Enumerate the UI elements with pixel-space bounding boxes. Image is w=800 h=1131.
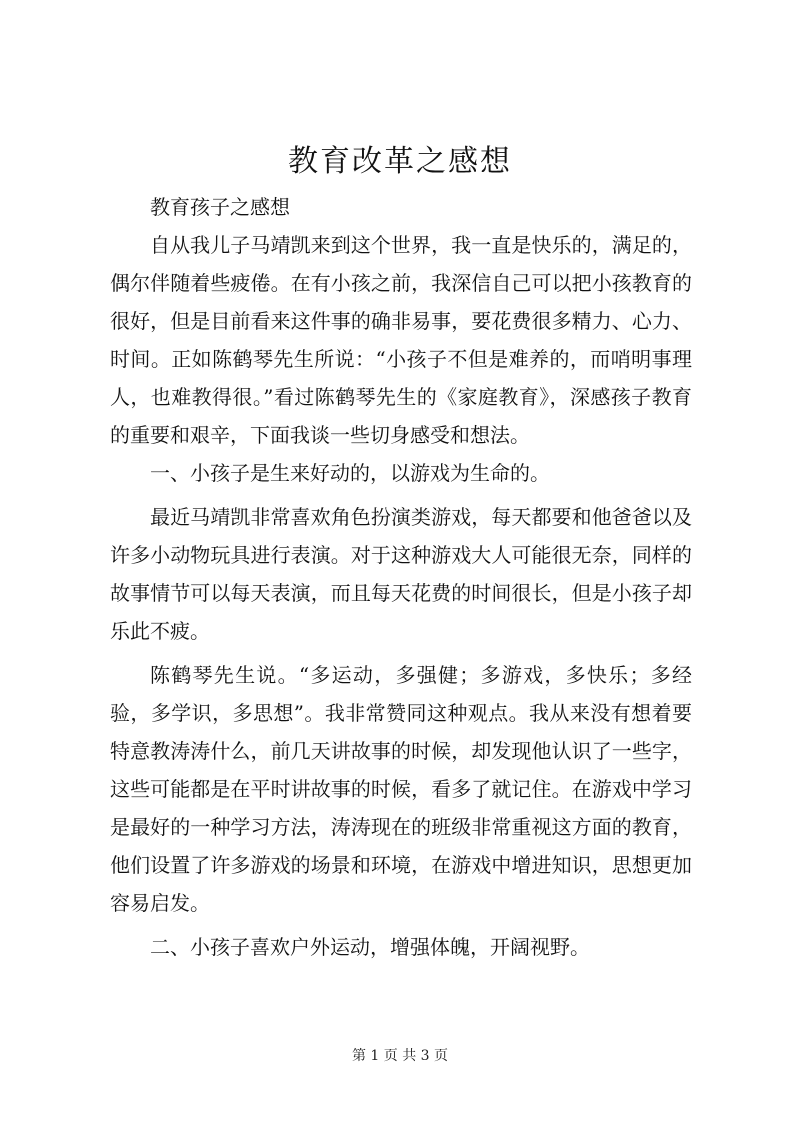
page-footer: 第 1 页 共 3 页	[351, 1048, 449, 1064]
paragraph-heading-two: 二、小孩子喜欢户外运动，增强体魄，开阔视野。	[150, 935, 590, 959]
paragraph-role-play: 最近马靖凯非常喜欢角色扮演类游戏，每天都要和他爸爸以及许多小动物玩具进行表演。对于这种游戏大人可能很无奈，同样的故事情节可以每天表演，而且每天花费的时间很长，但是小孩子却乐此不疲。	[110, 505, 692, 643]
paragraph-heading-one: 一、小孩子是生来好动的，以游戏为生命的。	[150, 461, 550, 485]
document-title: 教育改革之感想	[288, 144, 512, 179]
document-body	[110, 188, 692, 966]
paragraph-intro: 自从我儿子马靖凯来到这个世界，我一直是快乐的，满足的，偶尔伴随着些疲倦。在有小孩之前，我深信自己可以把小孩教育的很好，但是目前看来这件事的确非易事，要花费很多精力、心力、时间。正如陈鹤琴先生所说：“小孩子不但是难养的，而哨明事理人，也难教得很。”看过陈鹤琴先生的《家庭教育》，深感孩子教育的重要和艰辛，下面我谈一些切身感受和想法。	[110, 233, 692, 447]
paragraph-subtitle: 教育孩子之感想	[150, 195, 290, 219]
paragraph-quote: 陈鹤琴先生说。“多运动，多强健；多游戏，多快乐；多经验，多学识，多思想”。我非常赞同这种观点。我从来没有想着要特意教涛涛什么，前几天讲故事的时候，却发现他认识了一些字，这些可能都是在平时讲故事的时候，看多了就记住。在游戏中学习是最好的一种学习方法，涛涛现在的班级非常重视这方面的教育，他们设置了许多游戏的场景和环境，在游戏中增进知识，思想更加容易启发。	[110, 663, 692, 915]
